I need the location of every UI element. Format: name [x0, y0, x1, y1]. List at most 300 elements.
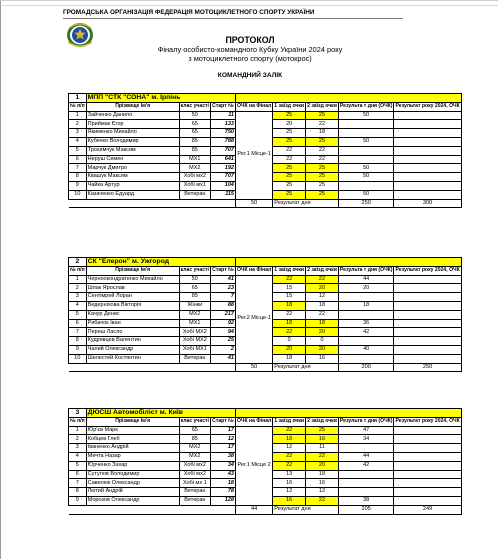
rider-class: Хобі мх2	[179, 461, 210, 470]
rider-class: MX2	[179, 164, 210, 173]
team-group-place: Рег.1 Місце 2	[235, 426, 272, 505]
race1-points: 18	[273, 354, 306, 363]
race1-points: 18	[273, 435, 306, 444]
rider-class: 65	[179, 120, 210, 129]
rider-no: 2	[69, 120, 87, 129]
rider-no: 3	[69, 444, 87, 453]
col-header-start: Старт №	[210, 102, 235, 111]
rider-class: 85	[179, 293, 210, 302]
rider-year-result	[394, 111, 461, 120]
org-header: ГРОМАДСЬКА ОРГАНІЗАЦІЯ ФЕДЕРАЦІЯ МОТОЦИКЛЕТНОГО СПОРТУ УКРАЇНИ	[63, 9, 315, 16]
rider-no: 6	[69, 319, 87, 328]
rider-name: Шпак Ярослав	[86, 284, 179, 293]
rider-day-result	[338, 444, 394, 453]
race2-points: 22	[306, 146, 339, 155]
team-totals-row	[69, 199, 462, 208]
col-header-result: Результа т дня (ОЧК)	[338, 266, 394, 275]
rider-no: 3	[69, 129, 87, 138]
rider-class: Ветеран	[179, 354, 210, 363]
rider-start-number: 43	[210, 470, 235, 479]
rider-no: 5	[69, 310, 87, 319]
race2-points: 11	[306, 444, 339, 453]
race2-points: 16	[306, 479, 339, 488]
rider-name: Неруш Семен	[86, 155, 179, 164]
col-header-race1: 1 заїзд очки	[273, 266, 306, 275]
rider-no: 7	[69, 164, 87, 173]
rider-day-result: 42	[338, 461, 394, 470]
rider-name: Трохимчук Максим	[86, 146, 179, 155]
rider-year-result	[394, 155, 461, 164]
rider-class: 50	[179, 275, 210, 284]
rider-no: 8	[69, 337, 87, 346]
rider-name: Черноокондратенко Михайло	[86, 275, 179, 284]
rider-name: Юр'єв Марк	[86, 426, 179, 435]
rider-class: 65	[179, 129, 210, 138]
rider-no: 6	[69, 470, 87, 479]
rider-day-result	[338, 155, 394, 164]
rider-start-number: 41	[210, 275, 235, 284]
race1-points: 22	[273, 310, 306, 319]
rider-name: Рибачок Іван	[86, 319, 179, 328]
rider-start-number: 707	[210, 146, 235, 155]
rider-year-result	[394, 319, 461, 328]
rider-name: Зайченко Данило	[86, 111, 179, 120]
col-header-year: Результат року 2024, ОЧК	[394, 417, 461, 426]
rider-start-number: 92	[210, 319, 235, 328]
team-totals-row	[69, 363, 462, 372]
rider-year-result	[394, 173, 461, 182]
rider-start-number: 641	[210, 155, 235, 164]
rider-day-result	[338, 120, 394, 129]
col-header-final: ОЧК на Фінал	[235, 417, 272, 426]
rider-year-result	[394, 479, 461, 488]
race1-points: 16	[273, 479, 306, 488]
rider-class: Ветеран	[179, 190, 210, 199]
section-title: КОМАНДНИЙ ЗАЛІК	[217, 72, 283, 79]
rider-name: Качур Денис	[86, 310, 179, 319]
rider-year-result	[394, 488, 461, 497]
col-header-start: Старт №	[210, 266, 235, 275]
rider-day-result	[338, 146, 394, 155]
rider-day-result	[338, 337, 394, 346]
race1-points: 13	[273, 470, 306, 479]
rider-year-result	[394, 354, 461, 363]
rider-year-result	[394, 345, 461, 354]
rider-day-result: 20	[338, 284, 394, 293]
team-title-filler	[235, 409, 461, 418]
rider-day-result: 40	[338, 345, 394, 354]
col-header-name: Прізвище Ім'я	[86, 417, 179, 426]
race2-points: 0	[306, 337, 339, 346]
race2-points: 25	[306, 190, 339, 199]
rider-year-result	[394, 129, 461, 138]
rider-no: 1	[69, 426, 87, 435]
rider-name: Ведерніхова Вікторія	[86, 301, 179, 310]
rider-day-result: 50	[338, 173, 394, 182]
race1-points: 25	[273, 190, 306, 199]
col-header-result: Результа т дня (ОЧК)	[338, 417, 394, 426]
rider-name: Савелюк Олександр	[86, 479, 179, 488]
race2-points: 22	[306, 155, 339, 164]
team-number: 2	[69, 258, 87, 267]
team-title-filler	[235, 94, 461, 103]
team-title-row	[69, 409, 462, 418]
col-header-race2: 2 заїзд очки	[306, 266, 339, 275]
team-table-3	[68, 408, 462, 515]
org-header-underline	[63, 18, 403, 19]
rider-no: 10	[69, 190, 87, 199]
rider-class: 50	[179, 111, 210, 120]
rider-day-result	[338, 310, 394, 319]
team-name: СК "Елерон" м. Ужгород	[86, 258, 235, 267]
rider-name: Мечта Назар	[86, 452, 179, 461]
rider-start-number: 750	[210, 129, 235, 138]
rider-name: Казаченко Едуард	[86, 190, 179, 199]
team-group-place: Рег.2 Місце-1	[235, 275, 272, 363]
rider-no: 8	[69, 173, 87, 182]
rider-year-result	[394, 181, 461, 190]
race1-points: 25	[273, 111, 306, 120]
rider-row	[69, 275, 462, 284]
team-number: 3	[69, 409, 87, 418]
final-points-total: 44	[235, 505, 272, 514]
rider-class: MX1	[179, 155, 210, 164]
totals-spacer	[69, 199, 236, 208]
rider-start-number: 2	[210, 345, 235, 354]
race2-points: 18	[306, 470, 339, 479]
race2-points: 20	[306, 345, 339, 354]
rider-year-result	[394, 461, 461, 470]
col-header-class: клас участі	[179, 102, 210, 111]
rider-year-result	[394, 452, 461, 461]
race1-points: 16	[273, 496, 306, 505]
race2-points: 25	[306, 164, 339, 173]
rider-no: 3	[69, 293, 87, 302]
rider-class: 85	[179, 146, 210, 155]
col-header-final: ОЧК на Фінал	[235, 102, 272, 111]
rider-year-result	[394, 120, 461, 129]
race1-points: 15	[273, 293, 306, 302]
rider-day-result: 44	[338, 452, 394, 461]
team-table-2	[68, 257, 462, 372]
race2-points: 20	[306, 284, 339, 293]
rider-no: 2	[69, 435, 87, 444]
rider-no: 6	[69, 155, 87, 164]
final-points-total: 50	[235, 363, 272, 372]
team-title-filler	[235, 258, 461, 267]
rider-row	[69, 111, 462, 120]
race1-points: 22	[273, 461, 306, 470]
rider-name: Іваненко Андрій	[86, 444, 179, 453]
rider-start-number: 23	[210, 284, 235, 293]
rider-no: 9	[69, 181, 87, 190]
rider-start-number: 217	[210, 310, 235, 319]
race1-points: 22	[273, 275, 306, 284]
col-header-race2: 2 заїзд очки	[306, 417, 339, 426]
rider-class: Хобі MX1	[179, 345, 210, 354]
col-header-race2: 2 заїзд очки	[306, 102, 339, 111]
rider-no: 8	[69, 488, 87, 497]
rider-start-number: 192	[210, 164, 235, 173]
rider-start-number: 78	[210, 488, 235, 497]
rider-start-number: 88	[210, 301, 235, 310]
final-points-total: 50	[235, 199, 272, 208]
rider-day-result	[338, 354, 394, 363]
team-group-place: Рег.1 Місце-1	[235, 111, 272, 199]
race2-points: 25	[306, 111, 339, 120]
team-name: МПП "СТК "СОНА" м. Ірпінь	[86, 94, 235, 103]
race2-points: 22	[306, 310, 339, 319]
race2-points: 22	[306, 452, 339, 461]
day-result-label: Результат дня	[273, 199, 339, 208]
col-header-result: Результа т дня (ОЧК)	[338, 102, 394, 111]
rider-no: 9	[69, 345, 87, 354]
rider-start-number: 94	[210, 328, 235, 337]
rider-class: MX2	[179, 452, 210, 461]
race1-points: 25	[273, 181, 306, 190]
rider-class: Ветеран	[179, 496, 210, 505]
race1-points: 22	[273, 328, 306, 337]
rider-class: MX2	[179, 444, 210, 453]
page-top-divider	[2, 5, 498, 6]
rider-year-result	[394, 426, 461, 435]
team-number: 1	[69, 94, 87, 103]
col-header-no: № п/п	[69, 417, 87, 426]
rider-name: Морозов Олександр	[86, 496, 179, 505]
day-result-label: Результат дня	[273, 505, 339, 514]
race1-points: 25	[273, 137, 306, 146]
rider-day-result: 50	[338, 164, 394, 173]
rider-class: 65	[179, 426, 210, 435]
day-result-total: 200	[338, 363, 394, 372]
race2-points: 25	[306, 173, 339, 182]
rider-name: Шелестей Костянтин	[86, 354, 179, 363]
totals-spacer	[69, 505, 236, 514]
col-header-year: Результат року 2024, ОЧК	[394, 266, 461, 275]
race2-points: 22	[306, 496, 339, 505]
rider-start-number: 38	[210, 452, 235, 461]
rider-year-result	[394, 337, 461, 346]
race1-points: 20	[273, 345, 306, 354]
rider-name: Приймак Єгор	[86, 120, 179, 129]
rider-name: Юрченко Захар	[86, 461, 179, 470]
rider-year-result	[394, 146, 461, 155]
rider-start-number: 7	[210, 293, 235, 302]
race1-points: 20	[273, 120, 306, 129]
column-header-row	[69, 417, 462, 426]
race2-points: 25	[306, 426, 339, 435]
rider-start-number: 17	[210, 426, 235, 435]
rider-class: Хобі мх1	[179, 181, 210, 190]
rider-year-result	[394, 435, 461, 444]
rider-class: 85	[179, 435, 210, 444]
race1-points: 18	[273, 319, 306, 328]
day-result-total: 250	[338, 199, 394, 208]
day-result-total: 205	[338, 505, 394, 514]
rider-year-result	[394, 284, 461, 293]
rider-name: Кудрявцев Валентин	[86, 337, 179, 346]
rider-name: Сентімрей Лоран	[86, 293, 179, 302]
rider-class: 85	[179, 137, 210, 146]
rider-start-number: 104	[210, 181, 235, 190]
rider-day-result	[338, 488, 394, 497]
team-table-1	[68, 93, 462, 208]
rider-day-result: 50	[338, 137, 394, 146]
col-header-final: ОЧК на Фінал	[235, 266, 272, 275]
rider-year-result	[394, 293, 461, 302]
team-title-row	[69, 258, 462, 267]
protocol-title: ПРОТОКОЛ	[225, 35, 275, 45]
race1-points: 22	[273, 452, 306, 461]
race2-points: 12	[306, 488, 339, 497]
rider-no: 1	[69, 111, 87, 120]
rider-year-result	[394, 137, 461, 146]
race2-points: 16	[306, 354, 339, 363]
team-title-row	[69, 94, 462, 103]
rider-no: 7	[69, 328, 87, 337]
race2-points: 20	[306, 328, 339, 337]
rider-day-result: 50	[338, 190, 394, 199]
col-header-name: Прізвище Ім'я	[86, 102, 179, 111]
race1-points: 22	[273, 426, 306, 435]
rider-row	[69, 426, 462, 435]
rider-name: Чайка Артур	[86, 181, 179, 190]
rider-name: Квашук Максим	[86, 173, 179, 182]
race2-points: 22	[306, 275, 339, 284]
rider-name: Кобцев Глеб	[86, 435, 179, 444]
rider-start-number: 115	[210, 190, 235, 199]
rider-year-result	[394, 310, 461, 319]
rider-start-number: 17	[210, 444, 235, 453]
rider-class: Хобі MX2	[179, 328, 210, 337]
rider-year-result	[394, 301, 461, 310]
year-result-total: 250	[394, 363, 461, 372]
rider-day-result: 50	[338, 111, 394, 120]
col-header-class: клас участі	[179, 266, 210, 275]
rider-no: 4	[69, 137, 87, 146]
race1-points: 22	[273, 155, 306, 164]
year-result-total: 300	[394, 199, 461, 208]
col-header-class: клас участі	[179, 417, 210, 426]
race2-points: 16	[306, 435, 339, 444]
race2-points: 18	[306, 319, 339, 328]
rider-name: Марчук Дмитро	[86, 164, 179, 173]
rider-start-number: 18	[210, 479, 235, 488]
rider-name: Сутулов Володимир	[86, 470, 179, 479]
rider-year-result	[394, 444, 461, 453]
race2-points: 25	[306, 137, 339, 146]
rider-class: Ветеран	[179, 488, 210, 497]
rider-year-result	[394, 164, 461, 173]
column-header-row	[69, 102, 462, 111]
team-name: ДЮСШ Автомобіліст м. Київ	[86, 409, 235, 418]
col-header-name: Прізвище Ім'я	[86, 266, 179, 275]
totals-spacer	[69, 363, 236, 372]
race1-points: 25	[273, 164, 306, 173]
race1-points: 18	[273, 301, 306, 310]
protocol-subtitle-discipline: з мотоциклетного спорту (мотокрос)	[188, 54, 312, 63]
race2-points: 22	[306, 120, 339, 129]
rider-no: 4	[69, 452, 87, 461]
race2-points: 18	[306, 301, 339, 310]
race1-points: 25	[273, 173, 306, 182]
race1-points: 25	[273, 129, 306, 138]
day-result-label: Результат дня	[273, 363, 339, 372]
rider-no: 2	[69, 284, 87, 293]
rider-year-result	[394, 328, 461, 337]
rider-no: 5	[69, 146, 87, 155]
rider-day-result	[338, 129, 394, 138]
rider-start-number: 34	[210, 461, 235, 470]
rider-day-result: 47	[338, 426, 394, 435]
rider-no: 1	[69, 275, 87, 284]
rider-year-result	[394, 496, 461, 505]
rider-no: 5	[69, 461, 87, 470]
rider-year-result	[394, 275, 461, 284]
rider-day-result	[338, 479, 394, 488]
rider-day-result: 38	[338, 496, 394, 505]
rider-day-result: 34	[338, 435, 394, 444]
rider-no: 4	[69, 301, 87, 310]
rider-day-result: 18	[338, 301, 394, 310]
race1-points: 22	[273, 146, 306, 155]
race1-points: 15	[273, 284, 306, 293]
col-header-year: Результат року 2024, ОЧК	[394, 102, 461, 111]
race2-points: 20	[306, 461, 339, 470]
race1-points: 0	[273, 337, 306, 346]
rider-start-number: 25	[210, 337, 235, 346]
rider-start-number: 128	[210, 496, 235, 505]
rider-start-number: 788	[210, 137, 235, 146]
column-header-row	[69, 266, 462, 275]
rider-class: 65	[179, 284, 210, 293]
rider-class: MX1	[179, 319, 210, 328]
rider-year-result	[394, 190, 461, 199]
rider-day-result	[338, 181, 394, 190]
rider-year-result	[394, 470, 461, 479]
race2-points: 12	[306, 293, 339, 302]
race2-points: 25	[306, 181, 339, 190]
rider-name: Чалий Олександр	[86, 345, 179, 354]
col-header-no: № п/п	[69, 102, 87, 111]
rider-start-number: 12	[210, 435, 235, 444]
rider-no: 10	[69, 354, 87, 363]
rider-day-result: 44	[338, 275, 394, 284]
rider-class: Жінки	[179, 301, 210, 310]
rider-name: Лютий Андрій	[86, 488, 179, 497]
rider-name: Кубечко Володимир	[86, 137, 179, 146]
rider-start-number: 41	[210, 354, 235, 363]
col-header-start: Старт №	[210, 417, 235, 426]
rider-class: Хобі мх 1	[179, 479, 210, 488]
rider-class: Хобі мх2	[179, 470, 210, 479]
rider-class: Хобі MX2	[179, 337, 210, 346]
rider-class: Хобі мх2	[179, 173, 210, 182]
rider-start-number: 707	[210, 173, 235, 182]
rider-day-result: 36	[338, 319, 394, 328]
race1-points: 12	[273, 444, 306, 453]
year-result-total: 249	[394, 505, 461, 514]
rider-start-number: 11	[210, 111, 235, 120]
rider-class: MX2	[179, 310, 210, 319]
protocol-subtitle-event: Фіналу особисто-командного Кубку України 2024 року	[157, 45, 343, 54]
rider-no: 7	[69, 479, 87, 488]
rider-day-result: 42	[338, 328, 394, 337]
rider-name: Якименко Михайло	[86, 129, 179, 138]
col-header-race1: 1 заїзд очки	[273, 417, 306, 426]
col-header-no: № п/п	[69, 266, 87, 275]
race2-points: 18	[306, 129, 339, 138]
